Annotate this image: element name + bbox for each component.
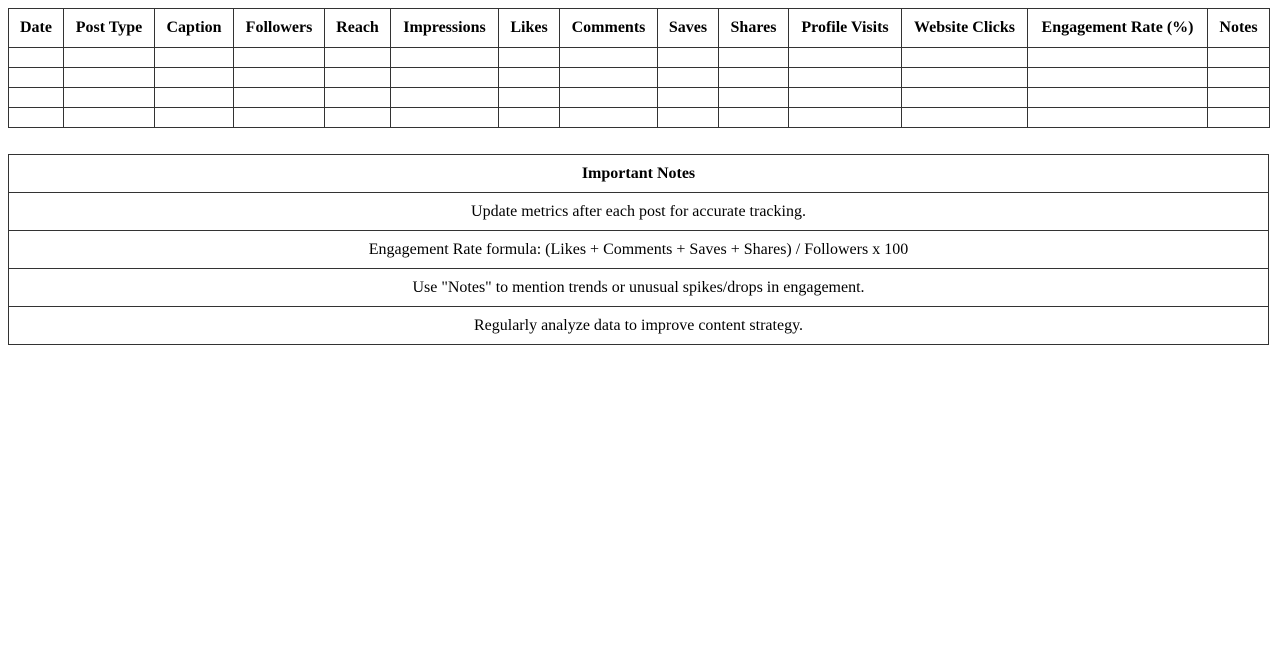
column-header-reach: Reach bbox=[325, 9, 391, 48]
note-row bbox=[9, 231, 1269, 269]
metrics-empty-cell bbox=[499, 88, 560, 108]
metrics-empty-row bbox=[9, 108, 1270, 128]
metrics-empty-cell bbox=[902, 48, 1028, 68]
metrics-empty-cell bbox=[902, 88, 1028, 108]
important-notes-table bbox=[8, 154, 1269, 345]
metrics-empty-cell bbox=[1208, 88, 1270, 108]
metrics-empty-cell bbox=[1028, 108, 1208, 128]
metrics-empty-cell bbox=[391, 88, 499, 108]
note-update-metrics: Update metrics after each post for accurate tracking. bbox=[9, 193, 1269, 231]
column-header-post-type: Post Type bbox=[64, 9, 155, 48]
metrics-empty-cell bbox=[789, 108, 902, 128]
metrics-empty-cell bbox=[9, 48, 64, 68]
metrics-empty-cell bbox=[658, 108, 719, 128]
column-header-engagement-rate: Engagement Rate (%) bbox=[1028, 9, 1208, 48]
metrics-empty-cell bbox=[64, 88, 155, 108]
metrics-empty-cell bbox=[325, 108, 391, 128]
metrics-empty-cell bbox=[719, 108, 789, 128]
metrics-empty-cell bbox=[64, 48, 155, 68]
metrics-empty-cell bbox=[499, 68, 560, 88]
note-row bbox=[9, 307, 1269, 345]
column-header-website-clicks: Website Clicks bbox=[902, 9, 1028, 48]
column-header-caption: Caption bbox=[155, 9, 234, 48]
metrics-empty-cell bbox=[9, 108, 64, 128]
column-header-likes: Likes bbox=[499, 9, 560, 48]
metrics-empty-cell bbox=[325, 48, 391, 68]
metrics-empty-cell bbox=[560, 88, 658, 108]
column-header-comments: Comments bbox=[560, 9, 658, 48]
metrics-empty-cell bbox=[155, 48, 234, 68]
column-header-followers: Followers bbox=[234, 9, 325, 48]
note-row bbox=[9, 269, 1269, 307]
metrics-empty-cell bbox=[391, 68, 499, 88]
metrics-empty-cell bbox=[9, 88, 64, 108]
metrics-empty-row bbox=[9, 88, 1270, 108]
important-notes-header-row bbox=[9, 155, 1269, 193]
column-header-saves: Saves bbox=[658, 9, 719, 48]
metrics-empty-cell bbox=[719, 88, 789, 108]
column-header-profile-visits: Profile Visits bbox=[789, 9, 902, 48]
metrics-empty-cell bbox=[155, 108, 234, 128]
column-header-impressions: Impressions bbox=[391, 9, 499, 48]
metrics-empty-cell bbox=[325, 88, 391, 108]
metrics-empty-cell bbox=[234, 48, 325, 68]
metrics-empty-cell bbox=[499, 48, 560, 68]
metrics-empty-cell bbox=[9, 68, 64, 88]
column-header-shares: Shares bbox=[719, 9, 789, 48]
metrics-empty-cell bbox=[1208, 68, 1270, 88]
metrics-empty-cell bbox=[234, 108, 325, 128]
column-header-date: Date bbox=[9, 9, 64, 48]
metrics-empty-cell bbox=[719, 68, 789, 88]
metrics-empty-cell bbox=[499, 108, 560, 128]
metrics-empty-cell bbox=[902, 108, 1028, 128]
metrics-empty-cell bbox=[1028, 48, 1208, 68]
metrics-empty-cell bbox=[325, 68, 391, 88]
metrics-empty-cell bbox=[789, 68, 902, 88]
metrics-empty-cell bbox=[391, 48, 499, 68]
metrics-empty-cell bbox=[155, 68, 234, 88]
metrics-empty-cell bbox=[234, 88, 325, 108]
note-use-notes-column: Use "Notes" to mention trends or unusual spikes/drops in engagement. bbox=[9, 269, 1269, 307]
metrics-empty-cell bbox=[789, 48, 902, 68]
metrics-empty-cell bbox=[658, 68, 719, 88]
metrics-empty-cell bbox=[560, 48, 658, 68]
note-engagement-formula: Engagement Rate formula: (Likes + Comments + Saves + Shares) / Followers x 100 bbox=[9, 231, 1269, 269]
note-row bbox=[9, 193, 1269, 231]
metrics-empty-cell bbox=[658, 88, 719, 108]
metrics-header-row bbox=[9, 9, 1270, 48]
metrics-table-body bbox=[9, 48, 1270, 128]
metrics-empty-cell bbox=[1208, 48, 1270, 68]
metrics-empty-cell bbox=[658, 48, 719, 68]
metrics-table bbox=[8, 8, 1270, 128]
important-notes-title: Important Notes bbox=[9, 155, 1269, 193]
metrics-empty-cell bbox=[1028, 88, 1208, 108]
metrics-empty-cell bbox=[789, 88, 902, 108]
metrics-empty-cell bbox=[719, 48, 789, 68]
metrics-empty-cell bbox=[902, 68, 1028, 88]
metrics-empty-row bbox=[9, 68, 1270, 88]
metrics-empty-cell bbox=[64, 68, 155, 88]
metrics-empty-cell bbox=[560, 108, 658, 128]
metrics-empty-cell bbox=[1028, 68, 1208, 88]
metrics-empty-cell bbox=[1208, 108, 1270, 128]
column-header-notes: Notes bbox=[1208, 9, 1270, 48]
metrics-empty-row bbox=[9, 48, 1270, 68]
metrics-empty-cell bbox=[64, 108, 155, 128]
note-analyze-data: Regularly analyze data to improve content strategy. bbox=[9, 307, 1269, 345]
metrics-empty-cell bbox=[155, 88, 234, 108]
metrics-empty-cell bbox=[391, 108, 499, 128]
metrics-empty-cell bbox=[234, 68, 325, 88]
metrics-empty-cell bbox=[560, 68, 658, 88]
